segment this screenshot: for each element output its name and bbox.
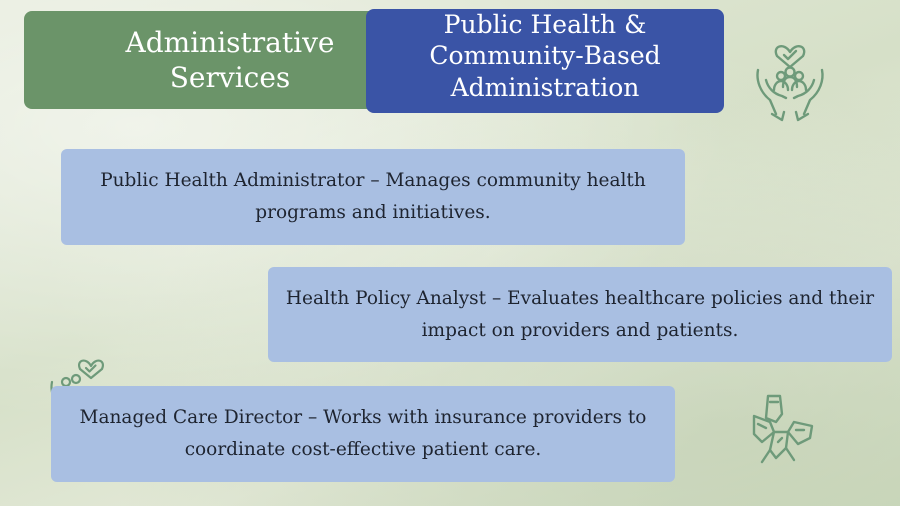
community-care-hands-icon <box>750 36 830 126</box>
tab-administrative-services[interactable] <box>24 11 424 109</box>
role-description: Public Health Administrator – Manages community health programs and initiatives. <box>100 170 646 223</box>
role-card-managed-care-director <box>51 386 675 482</box>
joined-hands-icon <box>748 392 818 464</box>
tab-public-health-label: Public Health & Community-Based Administration <box>429 10 661 102</box>
role-card-health-policy-analyst <box>268 267 892 362</box>
tab-administrative-services-label: Administrative Services <box>125 26 335 94</box>
role-description: Health Policy Analyst – Evaluates healthcare policies and their impact on providers and patients. <box>285 287 875 341</box>
tab-public-health-administration[interactable] <box>366 9 724 113</box>
role-card-public-health-administrator <box>61 149 685 245</box>
role-description: Managed Care Director – Works with insurance providers to coordinate cost-effective patient care. <box>79 407 647 460</box>
